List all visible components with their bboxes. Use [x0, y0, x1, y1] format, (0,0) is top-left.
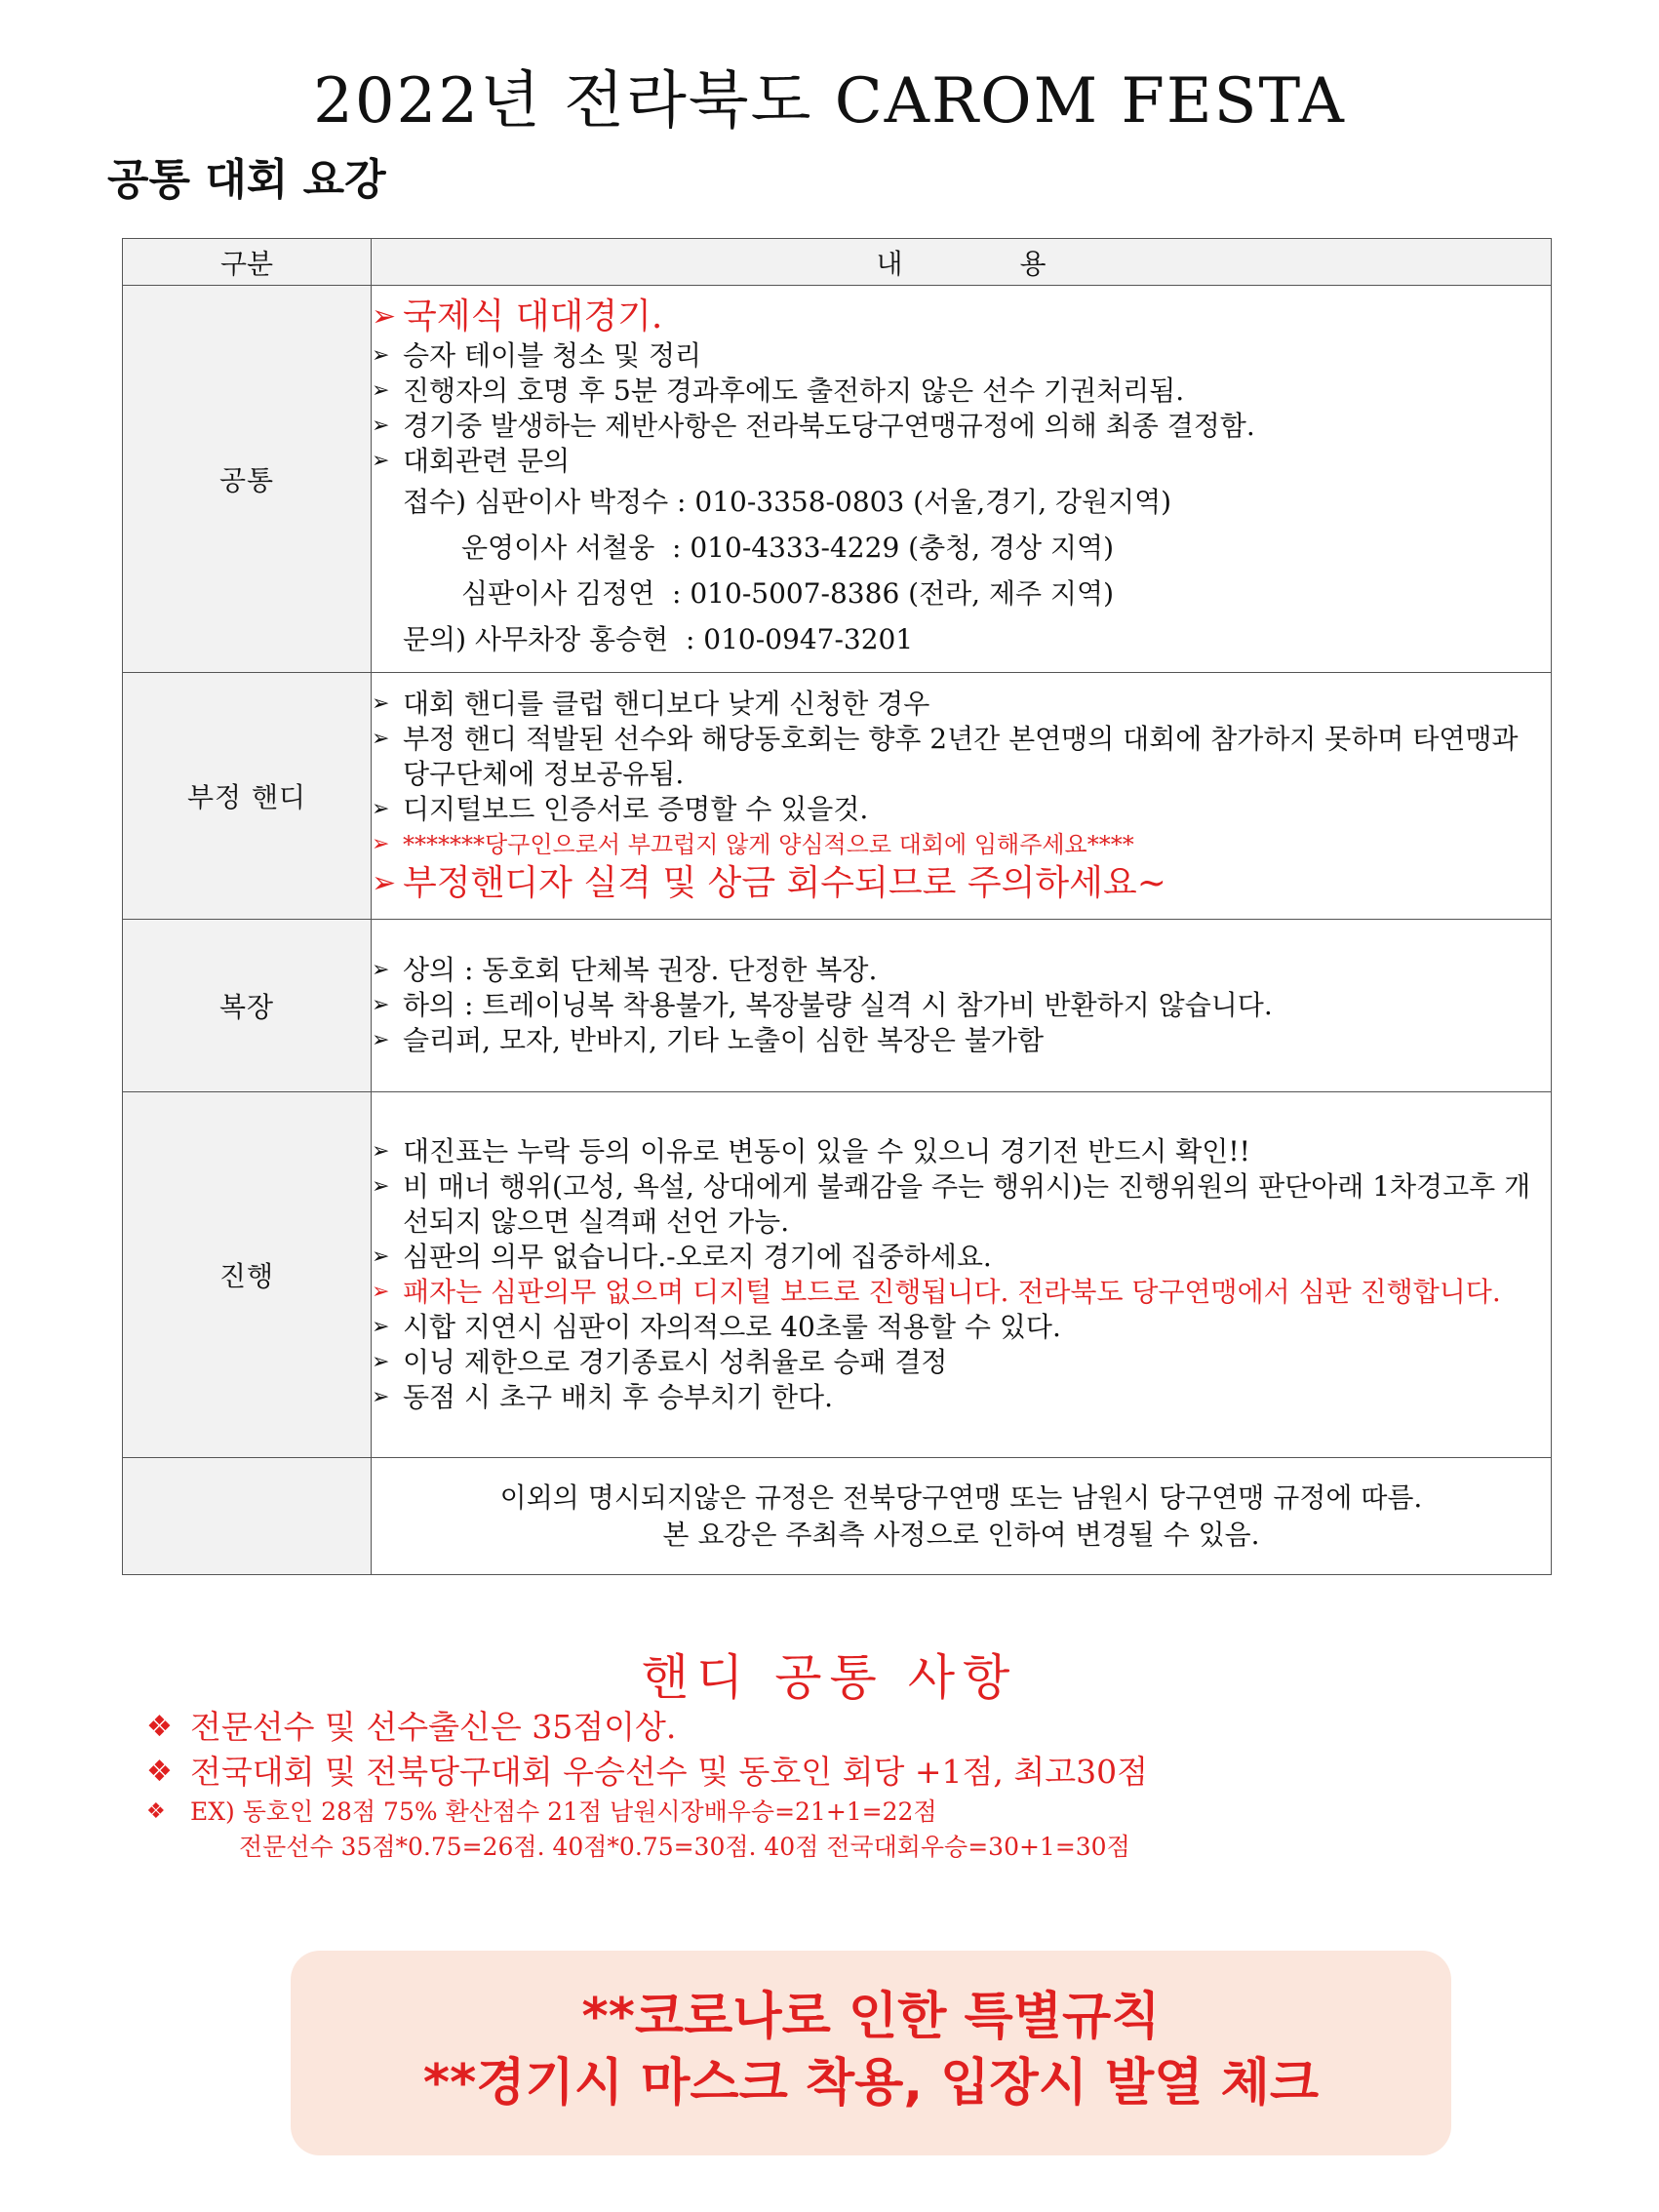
item-text: *******당구인으로서 부끄럽지 않게 양심적으로 대회에 임해주세요****: [403, 831, 1134, 858]
row-category: [123, 1458, 372, 1575]
item-text: 진행자의 호명 후 5분 경과후에도 출전하지 않은 선수 기권처리됨.: [403, 375, 1185, 407]
arrow-bullet-icon: ➢: [372, 299, 397, 334]
arrow-bullet-icon: ➢: [372, 1385, 390, 1409]
arrow-bullet-icon: ➢: [372, 1244, 390, 1269]
header-category: 구분: [123, 239, 372, 286]
item-text: 디지털보드 인증서로 증명할 수 있을것.: [403, 793, 869, 825]
covid-line: **경기시 마스크 착용, 입장시 발열 체크: [422, 2054, 1320, 2113]
item-text: 시합 지연시 심판이 자의적으로 40초룰 적용할 수 있다.: [403, 1311, 1061, 1343]
arrow-bullet-icon: ➢: [372, 378, 390, 403]
item-text: 동점 시 초구 배치 후 승부치기 한다.: [403, 1381, 833, 1413]
note-line: 이외의 명시되지않은 규정은 전북당구연맹 또는 남원시 당구연맹 규정에 따름.: [499, 1481, 1423, 1514]
diamond-bullet-icon: ❖: [146, 1710, 173, 1744]
row-content: [372, 920, 1552, 1092]
item-text: 대회관련 문의: [403, 445, 571, 477]
rules-table: [122, 238, 1552, 1575]
item-text: 대회 핸디를 클럽 핸디보다 낮게 신청한 경우: [403, 688, 930, 720]
row-category: 진행: [123, 1092, 372, 1458]
handi-item: [146, 1750, 1560, 1795]
header-content: 내용: [372, 239, 1552, 286]
list-item: [372, 953, 1551, 988]
handi-list: [146, 1705, 1560, 1865]
item-text: 비 매너 행위(고성, 욕설, 상대에게 불쾌감을 주는 행위시)는 진행위원의 판단아래 1차경고후 개선되지 않으면 실격패 선언 가능.: [403, 1170, 1531, 1238]
page-title: 2022년 전라북도 CAROM FESTA: [313, 65, 1346, 138]
covid-notice: [291, 1951, 1451, 2155]
item-text: 국제식 대대경기.: [403, 296, 663, 336]
list-item: [372, 409, 1551, 444]
item-text: 패자는 심판의무 없으며 디지털 보드로 진행됩니다. 전라북도 당구연맹에서 심판 진행합니다.: [403, 1276, 1501, 1308]
item-text: 슬리퍼, 모자, 반바지, 기타 노출이 심한 복장은 불가함: [403, 1024, 1045, 1056]
list-item: [372, 1310, 1551, 1345]
handi-title: 핸디 공통 사항: [641, 1649, 1018, 1706]
contact-line: 운영이사 서철웅 : 010-4333-4229 (충청, 경상 지역): [461, 532, 1114, 564]
list-item: [372, 792, 1551, 827]
item-text: 승자 테이블 청소 및 정리: [403, 339, 702, 372]
contact-line: 심판이사 김정연 : 010-5007-8386 (전라, 제주 지역): [461, 577, 1114, 610]
contact-line: 문의) 사무차장 홍승현 : 010-0947-3201: [403, 623, 914, 655]
list-item: [372, 1275, 1551, 1310]
item-text: 하의 : 트레이닝복 착용불가, 복장불량 실격 시 참가비 반환하지 않습니다.: [403, 989, 1273, 1021]
arrow-bullet-icon: ➢: [372, 727, 390, 751]
arrow-bullet-icon: ➢: [372, 1350, 390, 1374]
item-text: 심판의 의무 없습니다.-오로지 경기에 집중하세요.: [403, 1241, 992, 1273]
arrow-bullet-icon: ➢: [372, 691, 390, 716]
arrow-bullet-icon: ➢: [372, 1028, 390, 1052]
item-text: 경기중 발생하는 제반사항은 전라북도당구연맹규정에 의해 최종 결정함.: [403, 410, 1255, 442]
handi-text: EX) 동호인 28점 75% 환산점수 21점 남원시장배우승=21+1=22점: [190, 1797, 937, 1826]
list-item: [372, 1240, 1551, 1275]
contact-line: 접수) 심판이사 박정수 : 010-3358-0803 (서울,경기, 강원지역): [403, 486, 1172, 518]
item-text: 부정 핸디 적발된 선수와 해당동호회는 향후 2년간 본연맹의 대회에 참가하지 못하며 타연맹과 당구단체에 정보공유됨.: [403, 723, 1519, 790]
list-item: [372, 296, 1551, 338]
table-header-row: [123, 239, 1552, 286]
handi-item: [146, 1795, 1560, 1830]
arrow-bullet-icon: ➢: [372, 832, 390, 856]
list-item: [372, 687, 1551, 722]
list-item: [372, 827, 1551, 862]
arrow-bullet-icon: ➢: [372, 449, 390, 473]
diamond-bullet-icon: ❖: [146, 1799, 166, 1824]
table-row: [123, 920, 1552, 1092]
arrow-bullet-icon: ➢: [372, 993, 390, 1017]
handi-text: 전문선수 및 선수출신은 35점이상.: [190, 1708, 677, 1746]
note-line: 본 요강은 주최측 사정으로 인하여 변경될 수 있음.: [662, 1518, 1260, 1551]
item-text: 상의 : 동호회 단체복 권장. 단정한 복장.: [403, 954, 878, 986]
list-item: [372, 338, 1551, 374]
list-item: [372, 1169, 1551, 1240]
list-item: [372, 1345, 1551, 1380]
arrow-bullet-icon: ➢: [372, 958, 390, 982]
item-text: 대진표는 누락 등의 이유로 변동이 있을 수 있으니 경기전 반드시 확인!!: [403, 1135, 1250, 1167]
section-subtitle: 공통 대회 요강: [107, 155, 386, 205]
handi-item: [146, 1705, 1560, 1750]
table-row: [123, 1458, 1552, 1575]
item-text: 이닝 제한으로 경기종료시 성취율로 승패 결정: [403, 1346, 948, 1378]
list-item: [372, 1134, 1551, 1169]
list-item: [372, 722, 1551, 792]
row-content: [372, 1458, 1552, 1575]
list-item: [372, 862, 1551, 905]
arrow-bullet-icon: ➢: [372, 343, 390, 368]
row-content: [372, 673, 1552, 920]
arrow-bullet-icon: ➢: [372, 414, 390, 438]
handi-text: 전국대회 및 전북당구대회 우승선수 및 동호인 회당 +1점, 최고30점: [190, 1753, 1148, 1791]
list-item: [372, 1380, 1551, 1415]
table-row: [123, 673, 1552, 920]
arrow-bullet-icon: ➢: [372, 1315, 390, 1339]
row-content: [372, 286, 1552, 673]
list-item: [372, 374, 1551, 409]
handi-example-line: 전문선수 35점*0.75=26점. 40점*0.75=30점. 40점 전국대회우승=30+1=30점: [239, 1833, 1130, 1861]
arrow-bullet-icon: ➢: [372, 866, 397, 900]
table-row: [123, 1092, 1552, 1458]
covid-line: **코로나로 인한 특별규칙: [581, 1988, 1161, 2046]
list-item: [372, 1023, 1551, 1058]
item-text: 부정핸디자 실격 및 상금 회수되므로 주의하세요~: [403, 863, 1166, 903]
arrow-bullet-icon: ➢: [372, 1280, 390, 1304]
list-item: [372, 988, 1551, 1023]
table-row: [123, 286, 1552, 673]
row-category: 공통: [123, 286, 372, 673]
row-category: 부정 핸디: [123, 673, 372, 920]
list-item: [372, 444, 1551, 479]
arrow-bullet-icon: ➢: [372, 797, 390, 821]
diamond-bullet-icon: ❖: [146, 1755, 173, 1789]
row-category: 복장: [123, 920, 372, 1092]
arrow-bullet-icon: ➢: [372, 1139, 390, 1164]
arrow-bullet-icon: ➢: [372, 1174, 390, 1199]
row-content: [372, 1092, 1552, 1458]
